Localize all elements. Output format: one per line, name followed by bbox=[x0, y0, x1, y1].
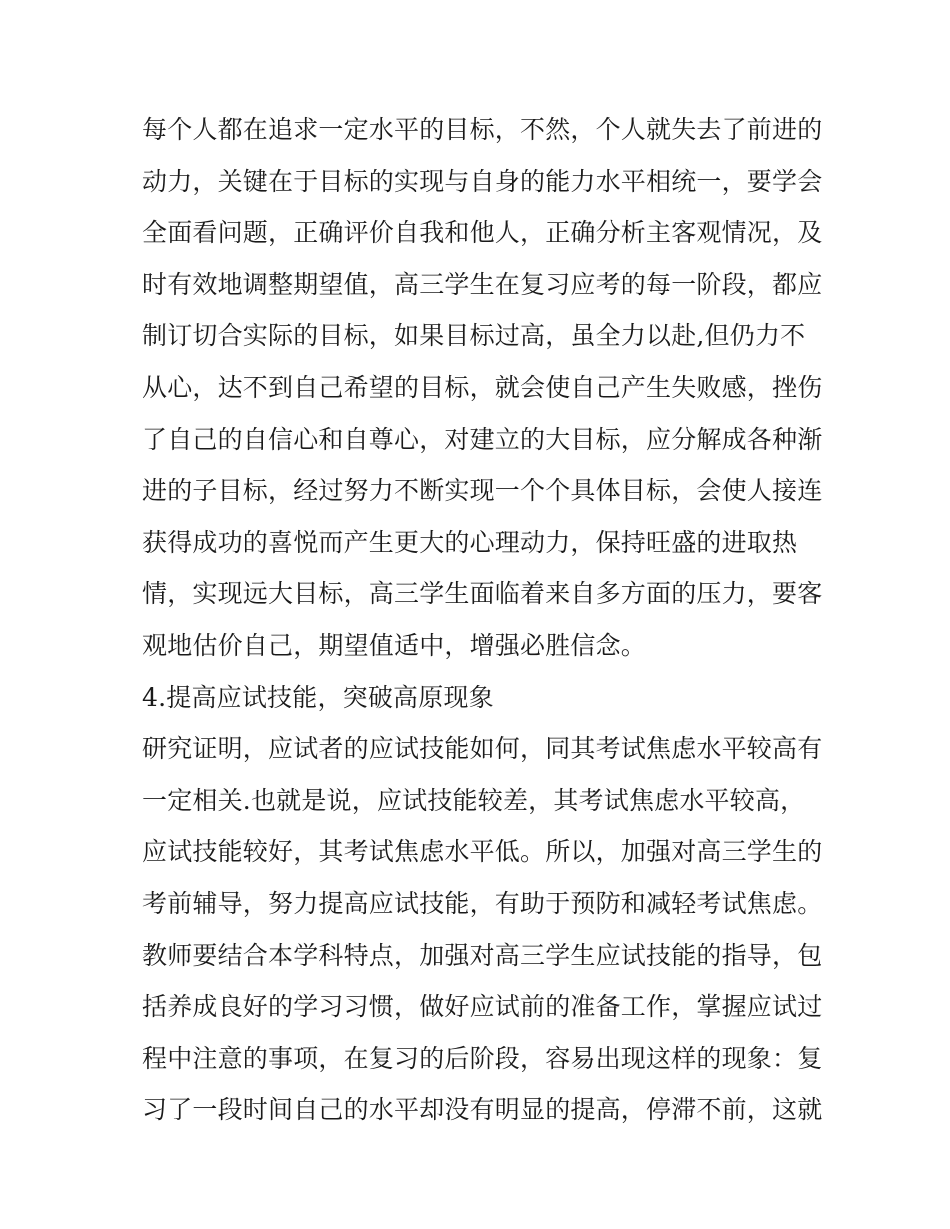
text-line: 观地估价自己，期望值适中，增强必胜信念。 bbox=[142, 630, 647, 660]
text-line: 情，实现远大目标，高三学生面临着来自多方面的压力，要客 bbox=[142, 579, 823, 609]
text-line: 了自己的自信心和自尊心，对建立的大目标，应分解成各种渐 bbox=[142, 424, 823, 454]
section-heading: 4.提高应试技能，突破高原现象 bbox=[142, 682, 494, 712]
text-line: 一定相关.也就是说，应试技能较差，其考试焦虑水平较高， bbox=[142, 785, 806, 815]
text-line: 应试技能较好，其考试焦虑水平低。所以，加强对高三学生的 bbox=[142, 837, 823, 867]
text-line: 每个人都在追求一定水平的目标，不然，个人就失去了前进的 bbox=[142, 115, 823, 144]
text-line: 教师要结合本学科特点，加强对高三学生应试技能的指导，包 bbox=[142, 940, 823, 970]
text-line: 考前辅导，努力提高应试技能，有助于预防和减轻考试焦虑。 bbox=[142, 888, 823, 918]
text-line: 研究证明，应试者的应试技能如何，同其考试焦虑水平较高有 bbox=[142, 734, 823, 764]
text-line: 习了一段时间自己的水平却没有明显的提高，停滞不前，这就 bbox=[142, 1095, 823, 1125]
text-line: 获得成功的喜悦而产生更大的心理动力，保持旺盛的进取热 bbox=[142, 527, 798, 557]
body-text bbox=[142, 104, 822, 1136]
text-line: 括养成良好的学习习惯，做好应试前的准备工作，掌握应试过 bbox=[142, 992, 823, 1022]
text-line: 从心，达不到自己希望的目标，就会使自己产生失败感，挫伤 bbox=[142, 372, 823, 402]
text-line: 动力，关键在于目标的实现与自身的能力水平相统一，要学会 bbox=[142, 166, 823, 196]
text-line: 程中注意的事项，在复习的后阶段，容易出现这样的现象：复 bbox=[142, 1043, 823, 1073]
text-line: 制订切合实际的目标，如果目标过高，虽全力以赴,但仍力不 bbox=[142, 321, 806, 351]
text-line: 全面看问题，正确评价自我和他人，正确分析主客观情况，及 bbox=[142, 218, 823, 248]
text-line: 时有效地调整期望值，高三学生在复习应考的每一阶段，都应 bbox=[142, 269, 823, 299]
text-line: 进的子目标，经过努力不断实现一个个具体目标，会使人接连 bbox=[142, 476, 823, 506]
